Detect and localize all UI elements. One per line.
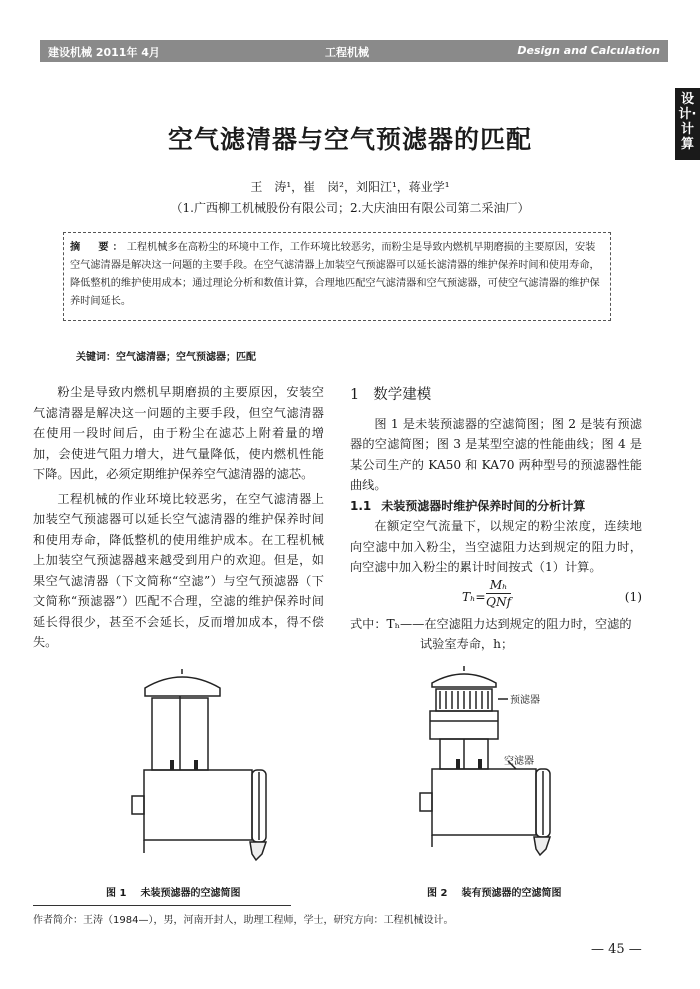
figure-1-caption: [106, 884, 240, 899]
figure-1-air-cleaner-drawing: [110, 668, 290, 878]
header-journal: 建设机械 2011年 4月: [48, 46, 160, 59]
side-section-tab: 设计·计算: [675, 88, 700, 160]
label-air-filter: 空滤器: [504, 756, 534, 767]
figure-2-caption: [427, 884, 561, 899]
authors: 王 涛¹，崔 岗²，刘阳江¹，蒋业学¹: [250, 180, 450, 194]
subsection-number: 1.1: [350, 498, 372, 513]
figure-2-air-cleaner-with-prefilter-drawing: [396, 665, 596, 880]
section-heading: [350, 385, 642, 406]
equation-denominator: QNf: [486, 594, 512, 609]
figure-2-number: 图 2: [427, 888, 448, 899]
section-number: 1: [350, 387, 360, 403]
equation-lhs: Tₕ=: [462, 589, 486, 604]
equation-1: [350, 578, 642, 614]
intro-paragraph-1: 粉尘是导致内燃机早期磨损的主要原因，安装空气滤清器是解决这一问题的主要手段，但空气滤清器在使用一段时间后，由于粉尘在滤芯上附着量的增加，会使进气阻力增大，进气量降低，使内燃机性能下降。因此，必须定期维护保养空气滤清器的滤芯。: [33, 385, 324, 481]
running-header: [40, 40, 668, 62]
figure-2-caption-text: 装有预滤器的空滤简图: [461, 888, 562, 899]
label-prefilter: 预滤器: [510, 695, 540, 706]
figure-1-caption-text: 未装预滤器的空滤简图: [140, 888, 241, 899]
abstract-box: [63, 232, 611, 321]
keywords: 关键词：空气滤清器；空气预滤器；匹配: [76, 352, 256, 363]
right-column: [350, 385, 642, 655]
subsection-heading: [350, 496, 642, 517]
footnote-rule: [33, 905, 291, 906]
section-paragraph-2: 在额定空气流量下，以规定的粉尘浓度，连续地向空滤中加入粉尘，当空滤阻力达到规定的阻力时，向空滤中加入粉尘的累计时间按式（1）计算。: [350, 519, 642, 574]
abstract-text: 工程机械多在高粉尘的环境中工作，工作环境比较恶劣，而粉尘是导致内燃机早期磨损的主要原因，安装空气滤清器是解决这一问题的主要手段。在空气滤清器上加装空气预滤器可以延长滤清器的维护保养时间和使用寿命，降低整机的维护使用成本；通过理论分析和数值计算，合理地匹配空气滤清器和空气预滤器，可使空气滤清器的维护保养时间延长。: [70, 242, 600, 307]
equation-fraction: [486, 578, 511, 610]
header-column: 工程机械: [325, 46, 369, 59]
abstract-label: 摘 要：: [70, 242, 127, 253]
affiliations: （1.广西柳工机械股份有限公司；2.大庆油田有限公司第二采油厂）: [170, 201, 530, 215]
equation-number: (1): [624, 589, 642, 604]
author-footnote: 作者简介：王涛（1984—），男，河南开封人，助理工程师，学士，研究方向：工程机械设计。: [33, 915, 454, 926]
subsection-title: 未装预滤器时维护保养时间的分析计算: [381, 498, 586, 513]
page-number: — 45 —: [591, 942, 642, 957]
figure-1-number: 图 1: [106, 888, 127, 899]
equation-numerator: Mₕ: [486, 578, 511, 594]
section-paragraph-1: 图 1 是未装预滤器的空滤简图；图 2 是装有预滤器的空滤简图；图 3 是某型空滤的性能曲线；图 4 是某公司生产的 KA50 和 KA70 两种型号的预滤器性能曲线。: [350, 416, 642, 492]
equation-where-line-1: 式中：Tₕ——在空滤阻力达到规定的阻力时，空滤的: [350, 616, 632, 631]
intro-paragraph-2: 工程机械的作业环境比较恶劣，在空气滤清器上加装空气预滤器可以延长空气滤清器的维护保养时间和使用寿命，降低整机的使用维护成本。在工程机械上加装空气预滤器越来越受到用户的欢迎。但是，如果空气滤清器（下文简称“空滤”）与空气预滤器（下文简称“预滤器”）匹配不合理，空滤的维护保养时间延长得很少，甚至不会延长，反而增加成本，得不偿失。: [33, 491, 324, 649]
paper-title: 空气滤清器与空气预滤器的匹配: [167, 125, 532, 154]
section-title: 数学建模: [373, 387, 432, 403]
header-section: Design and Calculation: [517, 44, 660, 57]
equation-where-line-2: 试验室寿命，h；: [420, 637, 514, 651]
left-column: [33, 382, 324, 653]
